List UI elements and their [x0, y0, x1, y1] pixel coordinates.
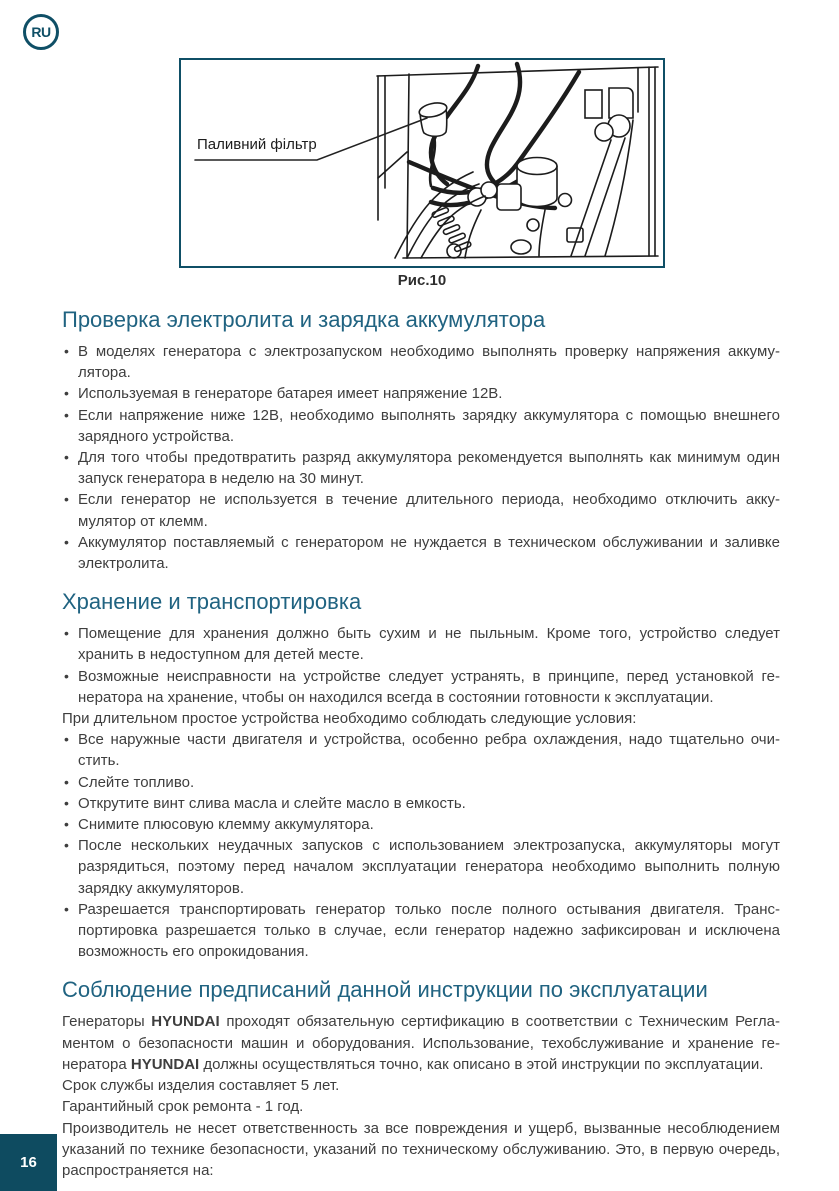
text-run: Генераторы: [62, 1013, 152, 1031]
language-badge: [23, 14, 59, 50]
figure-frame: [179, 58, 665, 268]
bullet-item: • Возможные неисправности на устройстве следует устранять, в принципе, перед установкой генератора на хранение, чтобы он находился всегда в состоянии готовности к эксплуатации.: [62, 666, 780, 708]
brand-name: HYUNDAI: [151, 1013, 220, 1031]
bullet-item: • Снимите плюсовую клемму аккумулятора.: [62, 814, 780, 835]
bullet-item: • Для того чтобы предотвратить разряд аккумулятора рекомендуется выполнять как минимум один запуск генератора в неделю на 30 минут.: [62, 447, 780, 489]
bullet-item: • Помещение для хранения должно быть сухим и не пыльным. Кроме того, устройство следует хранить в недоступном для детей месте.: [62, 623, 780, 665]
bullet-item: • Аккумулятор поставляемый с генератором не нуждается в техническом обслуживании и заливке электролита.: [62, 532, 780, 574]
page-number: 16: [0, 1134, 57, 1191]
section-storage-transport: [62, 588, 780, 962]
bullet-item: • Открутите винт слива масла и слейте масло в емкость.: [62, 793, 780, 814]
figure-10: [179, 58, 665, 289]
bullet-item: • После нескольких неудачных запусков с использованием электрозапуска, аккумуляторы могут разрядиться, поэтому перед началом эксплуатации генератора необходимо выполнить полную зарядку аккумуляторов.: [62, 835, 780, 899]
text-run: проходят обязательную сертификацию в соответствии с Техническим Регламентом о безопасности машин и оборудования. Использование, техобслуживание и хранение генератора: [62, 1013, 780, 1073]
intro-line: При длительном простое устройства необходимо соблюдать следующие условия:: [62, 710, 637, 728]
section-heading: Хранение и транспортировка: [62, 589, 362, 615]
paragraph-liability: Производитель не несет ответственность за все повреждения и ущерб, вызванные несоблюдением указаний по технике безопасности, указаний по техническому обслуживанию. Это, в первую очередь, распространяется на:: [62, 1119, 780, 1179]
engine-illustration: [181, 60, 663, 266]
bullet-item: • Используемая в генераторе батарея имеет напряжение 12В.: [62, 383, 780, 404]
language-badge-label: RU: [31, 24, 51, 40]
bullet-list: [62, 729, 780, 962]
figure-label: Паливний фільтр: [197, 136, 317, 153]
section-compliance: [62, 976, 780, 1181]
bullet-item: • Все наружные части двигателя и устройства, особенно ребра охлаждения, надо тщательно очистить.: [62, 729, 780, 771]
text-run: должны осуществляться точно, как описано в этой инструкции по эксплуатации.: [199, 1055, 764, 1073]
service-life-line: Срок службы изделия составляет 5 лет.: [62, 1077, 340, 1095]
bullet-item: • Слейте топливо.: [62, 772, 780, 793]
figure-caption: Рис.10: [397, 272, 447, 289]
page-content: [62, 306, 780, 1191]
section-electrolyte-check: [62, 306, 780, 574]
section-heading: Проверка электролита и зарядка аккумулятора: [62, 307, 546, 332]
bullet-item: • Если генератор не используется в течение длительного периода, необходимо отключить аккумулятор от клемм.: [62, 489, 780, 531]
bullet-item: • Разрешается транспортировать генератор только после полного остывания двигателя. Транспортировка разрешается только в случае, если генератор надежно зафиксирован и исключена возможность его опрокидования.: [62, 899, 780, 963]
brand-name: HYUNDAI: [130, 1055, 200, 1073]
warranty-line: Гарантийный срок ремонта - 1 год.: [62, 1098, 304, 1116]
section-heading: Соблюдение предписаний данной инструкции по эксплуатации: [62, 977, 708, 1003]
bullet-item: • В моделях генератора с электрозапуском необходимо выполнять проверку напряжения аккумулятора.: [62, 341, 780, 383]
bullet-list: [62, 623, 780, 708]
bullet-list: [62, 341, 780, 574]
paragraph-certification: [62, 1011, 780, 1075]
bullet-item: • Если напряжение ниже 12В, необходимо выполнять зарядку аккумулятора с помощью внешнего зарядного устройства.: [62, 405, 780, 447]
